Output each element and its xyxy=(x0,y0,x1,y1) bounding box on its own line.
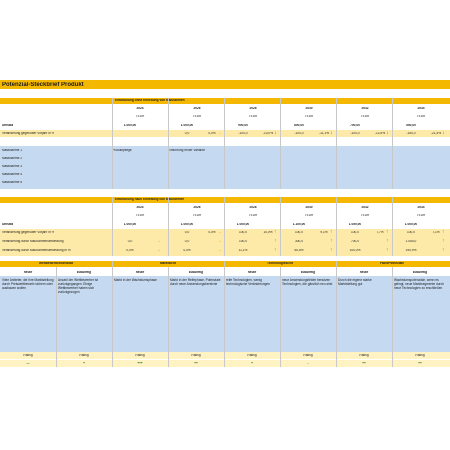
arrow-up-icon: ↑ xyxy=(442,238,445,244)
umsatz-value: 1.100,00 xyxy=(292,223,306,226)
umsatz-value: 1.050,00 xyxy=(348,223,362,226)
row2-value: 300,0 xyxy=(295,240,303,243)
measure-label: Massnahme 1 xyxy=(2,148,23,152)
grid-line xyxy=(392,267,393,367)
row1-value: 0,0 xyxy=(184,231,190,234)
change-label: Veränderung gegenüber Vorjahr in % xyxy=(2,131,55,135)
subheader: heute xyxy=(359,270,369,274)
spreadsheet xyxy=(0,80,450,370)
change-pct: -10,0% xyxy=(262,131,274,135)
measure-label: Massnahme 4 xyxy=(2,172,23,176)
subheader: heute xyxy=(23,270,33,274)
umsatz-value: 550,00 xyxy=(406,124,416,127)
rating-value: ++ xyxy=(194,361,198,365)
measure-detail: Einführung neuer Variante xyxy=(168,148,205,152)
page-title: Potenzial-Steckbrief Produkt xyxy=(2,81,84,88)
subheader: heute xyxy=(247,270,257,274)
unit-cell: TEUR xyxy=(416,214,426,217)
rating-value: +++ xyxy=(137,361,143,365)
umsatz-value: 700,00 xyxy=(350,124,360,127)
row1-value: 100,0 xyxy=(351,231,359,234)
row2-value: 1.050,0 xyxy=(405,240,417,243)
rating-value: + xyxy=(83,361,85,365)
change-pct: -11,1% xyxy=(319,131,329,135)
row1-label: Veränderung gegenüber Vorjahr in % xyxy=(2,231,55,234)
year-cell: 2026 xyxy=(193,206,201,209)
change-pct: -12,5% xyxy=(374,131,386,135)
arrow-up-icon: ↑ xyxy=(386,247,389,253)
arrow-right-icon: → xyxy=(217,247,222,253)
grid-line xyxy=(112,98,113,189)
arrow-right-icon: → xyxy=(156,247,161,253)
change-value: -100,0 xyxy=(350,131,360,135)
umsatz-value: 1.000,00 xyxy=(180,223,194,226)
row3-value: 0,0% xyxy=(183,249,191,252)
umsatz-label: Umsatz xyxy=(2,124,14,127)
arrow-up-icon: ↑ xyxy=(330,229,333,235)
arrow-up-icon: ↑ xyxy=(274,247,277,253)
rating-value: - xyxy=(307,361,309,365)
grid-line xyxy=(224,261,225,367)
year-cell: 2026 xyxy=(193,107,201,110)
umsatz-value: 1.000,00 xyxy=(123,223,137,226)
grid-line xyxy=(280,98,281,189)
unit-cell: TEUR xyxy=(304,214,314,217)
umsatz-value: 1.000,00 xyxy=(404,223,418,226)
unit-cell: TEUR xyxy=(360,115,370,118)
umsatz-value: 900,00 xyxy=(238,124,248,127)
measure-label: Massnahme 2 xyxy=(2,156,23,160)
unit-cell: TEUR xyxy=(416,115,426,118)
assessment-text: reife Technologien, wenig technologische Veränderungen xyxy=(226,278,270,286)
row3-value: 190,9% xyxy=(405,249,417,252)
measure-label: Massnahme 3 xyxy=(2,164,23,168)
row3-value: 0,0% xyxy=(126,249,134,252)
subheader: zukünftig xyxy=(300,270,316,274)
umsatz-value: 1.000,00 xyxy=(236,223,250,226)
row1-pct: 7,1% xyxy=(432,231,440,234)
year-cell: 2034 xyxy=(417,107,425,110)
change-pct: -21,4% xyxy=(430,131,442,135)
category-header: Wettbewerbsintensität xyxy=(39,262,73,266)
assessment-text: Wachstumspotenziale, wenn es gelingt, neue Marktsegmente durch neue Technologien zu erschließen xyxy=(394,278,444,290)
arrow-up-icon: ↑ xyxy=(330,247,333,253)
row2-value: 0,0 xyxy=(127,240,133,243)
assessment-text: neue Anwendungsfelder benutzen Technologien, die gänzlich neu sind xyxy=(282,278,333,286)
unit-cell: TEUR xyxy=(248,214,258,217)
measures-block xyxy=(0,146,450,189)
arrow-up-icon: ↑ xyxy=(442,229,445,235)
row1-value: 100,0 xyxy=(295,231,303,234)
grid-line xyxy=(336,98,337,189)
arrow-up-icon: ↑ xyxy=(274,238,277,244)
year-cell: 2034 xyxy=(417,206,425,209)
row1-pct: 0,0% xyxy=(208,231,216,234)
grid-line xyxy=(392,98,393,189)
measure-label: Massnahme 5 xyxy=(2,180,23,184)
arrow-down-icon: ↓ xyxy=(274,129,277,136)
umsatz-value: 800,00 xyxy=(294,124,304,127)
row3-value: 11,1% xyxy=(238,249,248,252)
row1-pct: 9,1% xyxy=(320,231,328,234)
change-pct: 0,0% xyxy=(208,131,216,135)
grid-line xyxy=(336,261,337,367)
grid-line xyxy=(280,267,281,367)
grid-line xyxy=(280,197,281,256)
assessment-text: Viele Anbieter, die ihre Marktstellung durch Preiswettbewerb sichern oder ausbauen wollen xyxy=(2,278,54,290)
assessment-text: Durch die eigene starke Marktstellung gut xyxy=(338,278,372,286)
rating-label: Rating xyxy=(415,353,425,357)
rating-label: Rating xyxy=(359,353,369,357)
subheader: zukünftig xyxy=(188,270,204,274)
subheader: zukünftig xyxy=(412,270,428,274)
grid-line xyxy=(224,98,225,189)
umsatz-value: 1.000,00 xyxy=(180,124,194,127)
arrow-up-icon: ↑ xyxy=(442,247,445,253)
arrow-right-icon: → xyxy=(217,129,222,136)
row3-value: 100,0% xyxy=(349,249,361,252)
year-cell: 2032 xyxy=(361,206,369,209)
rating-label: Rating xyxy=(135,353,145,357)
unit-cell: TEUR xyxy=(360,214,370,217)
grid-line xyxy=(168,267,169,367)
row2-value: 0,0 xyxy=(184,240,190,243)
assessment-text: Markt in der Reifephase, Potenziale durch neue Anwendungsbereiche xyxy=(170,278,221,286)
unit-cell: TEUR xyxy=(135,115,145,118)
arrow-down-icon: ↓ xyxy=(330,129,333,136)
grid-line xyxy=(392,197,393,256)
rating-label: Rating xyxy=(23,353,33,357)
section1-header-bar xyxy=(0,98,450,104)
grid-line xyxy=(112,261,113,367)
arrow-right-icon: → xyxy=(156,238,161,244)
umsatz-value: 1.000,00 xyxy=(123,124,137,127)
unit-cell: TEUR xyxy=(192,214,202,217)
unit-cell: TEUR xyxy=(135,214,145,217)
assessment-text: Markt in der Wachstumsphase xyxy=(114,278,157,282)
grid-line xyxy=(224,197,225,256)
rating-value: ++ xyxy=(418,361,422,365)
change-value: 0,0 xyxy=(184,131,190,135)
arrow-right-icon: → xyxy=(217,238,222,244)
rating-value: --- xyxy=(26,361,30,365)
row2-value: 100,0 xyxy=(239,240,247,243)
section2-header: Entwicklung nach Einleitung von Maßnahmen xyxy=(115,198,185,202)
subheader: heute xyxy=(135,270,145,274)
grid-line xyxy=(336,197,337,256)
section2-header-bar xyxy=(0,197,450,203)
row1-value: 100,0 xyxy=(239,231,247,234)
arrow-up-icon: ↑ xyxy=(330,238,333,244)
unit-cell: TEUR xyxy=(304,115,314,118)
measure-detail: Produktpflege xyxy=(112,148,132,152)
arrow-right-icon: → xyxy=(217,229,222,235)
year-cell: 2024 xyxy=(136,107,144,110)
year-cell: 2028 xyxy=(249,206,257,209)
rating-label: Rating xyxy=(191,353,201,357)
umsatz-label: Umsatz xyxy=(2,223,14,226)
grid-line xyxy=(112,197,113,256)
year-cell: 2030 xyxy=(305,107,313,110)
row1-pct: 10,0% xyxy=(263,231,273,234)
arrow-up-icon: ↑ xyxy=(386,229,389,235)
row1-pct: 7,7% xyxy=(376,231,384,234)
rating-label: Rating xyxy=(303,353,313,357)
year-cell: 2030 xyxy=(305,206,313,209)
row3-label: Veränderung durch Maßnahmenumsetzung in % xyxy=(2,249,71,252)
rating-value: ++ xyxy=(362,361,366,365)
change-value: -100,0 xyxy=(238,131,248,135)
category-header: Fach/Potenziale xyxy=(379,262,405,266)
row3-value: 60,5% xyxy=(294,249,304,252)
section1-header: Entwicklung ohne Einleitung von Maßnahmen xyxy=(115,99,185,103)
row2-label: Veränderung durch Maßnahmenumsetzung xyxy=(2,240,64,243)
subheader: zukünftig xyxy=(76,270,92,274)
year-cell: 2028 xyxy=(249,107,257,110)
unit-cell: TEUR xyxy=(192,115,202,118)
unit-cell: TEUR xyxy=(248,115,258,118)
assessment-text: Anzahl der Wettbewerber ist zurückgegangen. Einige Wettbewerber haben sich zurückgezogen xyxy=(58,278,98,294)
year-cell: 2024 xyxy=(136,206,144,209)
grid-line xyxy=(56,267,57,367)
rating-label: Rating xyxy=(247,353,257,357)
year-cell: 2032 xyxy=(361,107,369,110)
rating-value: + xyxy=(251,361,253,365)
row1-value: 100,0 xyxy=(407,231,415,234)
rating-label: Rating xyxy=(79,353,89,357)
arrow-down-icon: ↓ xyxy=(386,129,389,136)
arrow-up-icon: ↑ xyxy=(386,238,389,244)
category-header: Marktsicht xyxy=(160,262,176,266)
grid-line xyxy=(168,197,169,256)
category-header: Technologiesicht xyxy=(267,262,293,266)
arrow-up-icon: ↑ xyxy=(274,229,277,235)
row2-value: 700,0 xyxy=(351,240,359,243)
arrow-down-icon: ↓ xyxy=(442,129,445,136)
change-value: -150,0 xyxy=(406,131,416,135)
change-value: -100,0 xyxy=(294,131,304,135)
grid-line xyxy=(168,98,169,189)
